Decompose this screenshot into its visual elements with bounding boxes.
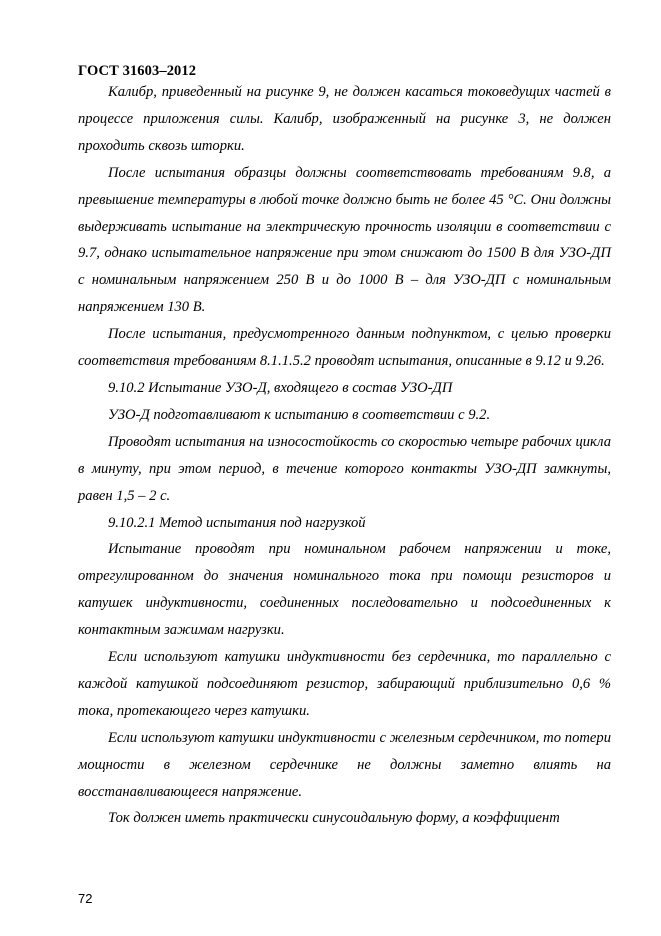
section-heading-9-10-2-1: 9.10.2.1 Метод испытания под нагрузкой xyxy=(108,514,366,531)
paragraph-load-test: Испытание проводят при номинальном рабочем напряжении и токе, отрегулированном до значения номинального тока при помощи резисторов и катушек индуктивности, соединенных последовательно и подсоединенных к контактным зажимам нагрузки. xyxy=(78,541,611,639)
paragraph-endurance-test: Проводят испытания на износостойкость со скоростью четыре рабочих цикла в минуту, при этом период, в течение которого контакты УЗО-ДП замкнуты, равен 1,5 – 2 с. xyxy=(78,433,611,504)
paragraph-after-subclause-test: После испытания, предусмотренного данным подпунктом, с целью проверки соответствия требованиям 8.1.1.5.2 проводят испытания, описанные в 9.12 и 9.26. xyxy=(78,326,611,370)
paragraph-current-waveform: Ток должен иметь практически синусоидальную форму, а коэффициент xyxy=(108,810,560,827)
section-heading-9-10-2: 9.10.2 Испытание УЗО-Д, входящего в состав УЗО-ДП xyxy=(108,379,453,396)
paragraph-after-test-requirements: После испытания образцы должны соответствовать требованиям 9.8, а превышение температуры в любой точке должно быть не более 45 °С. Они должны выдерживать испытание на электрическую прочность изоляции в соответствии с 9.7, однако испытательное напряжение при этом снижают до 1500 В для УЗО-ДП с номинальным напряжением 250 В и до 1000 В – для УЗО-ДП с номинальным напряжением 130 В. xyxy=(78,164,611,316)
page-number: 72 xyxy=(78,891,93,906)
document-body xyxy=(78,79,611,832)
paragraph-preparation: УЗО-Д подготавливают к испытанию в соответствии с 9.2. xyxy=(108,406,491,423)
paragraph-iron-core-inductors: Если используют катушки индуктивности с железным сердечником, то потери мощности в железном сердечнике не должны заметно влиять на восстанавливающееся напряжение. xyxy=(78,729,611,800)
paragraph-calibre: Калибр, приведенный на рисунке 9, не должен касаться токоведущих частей в процессе приложения силы. Калибр, изображенный на рисунке 3, не должен проходить сквозь шторки. xyxy=(78,84,611,154)
document-header: ГОСТ 31603–2012 xyxy=(78,63,197,79)
paragraph-coreless-inductors: Если используют катушки индуктивности без сердечника, то параллельно с каждой катушкой подсоединяют резистор, забирающий приблизительно 0,6 % тока, протекающего через катушки. xyxy=(78,649,611,719)
